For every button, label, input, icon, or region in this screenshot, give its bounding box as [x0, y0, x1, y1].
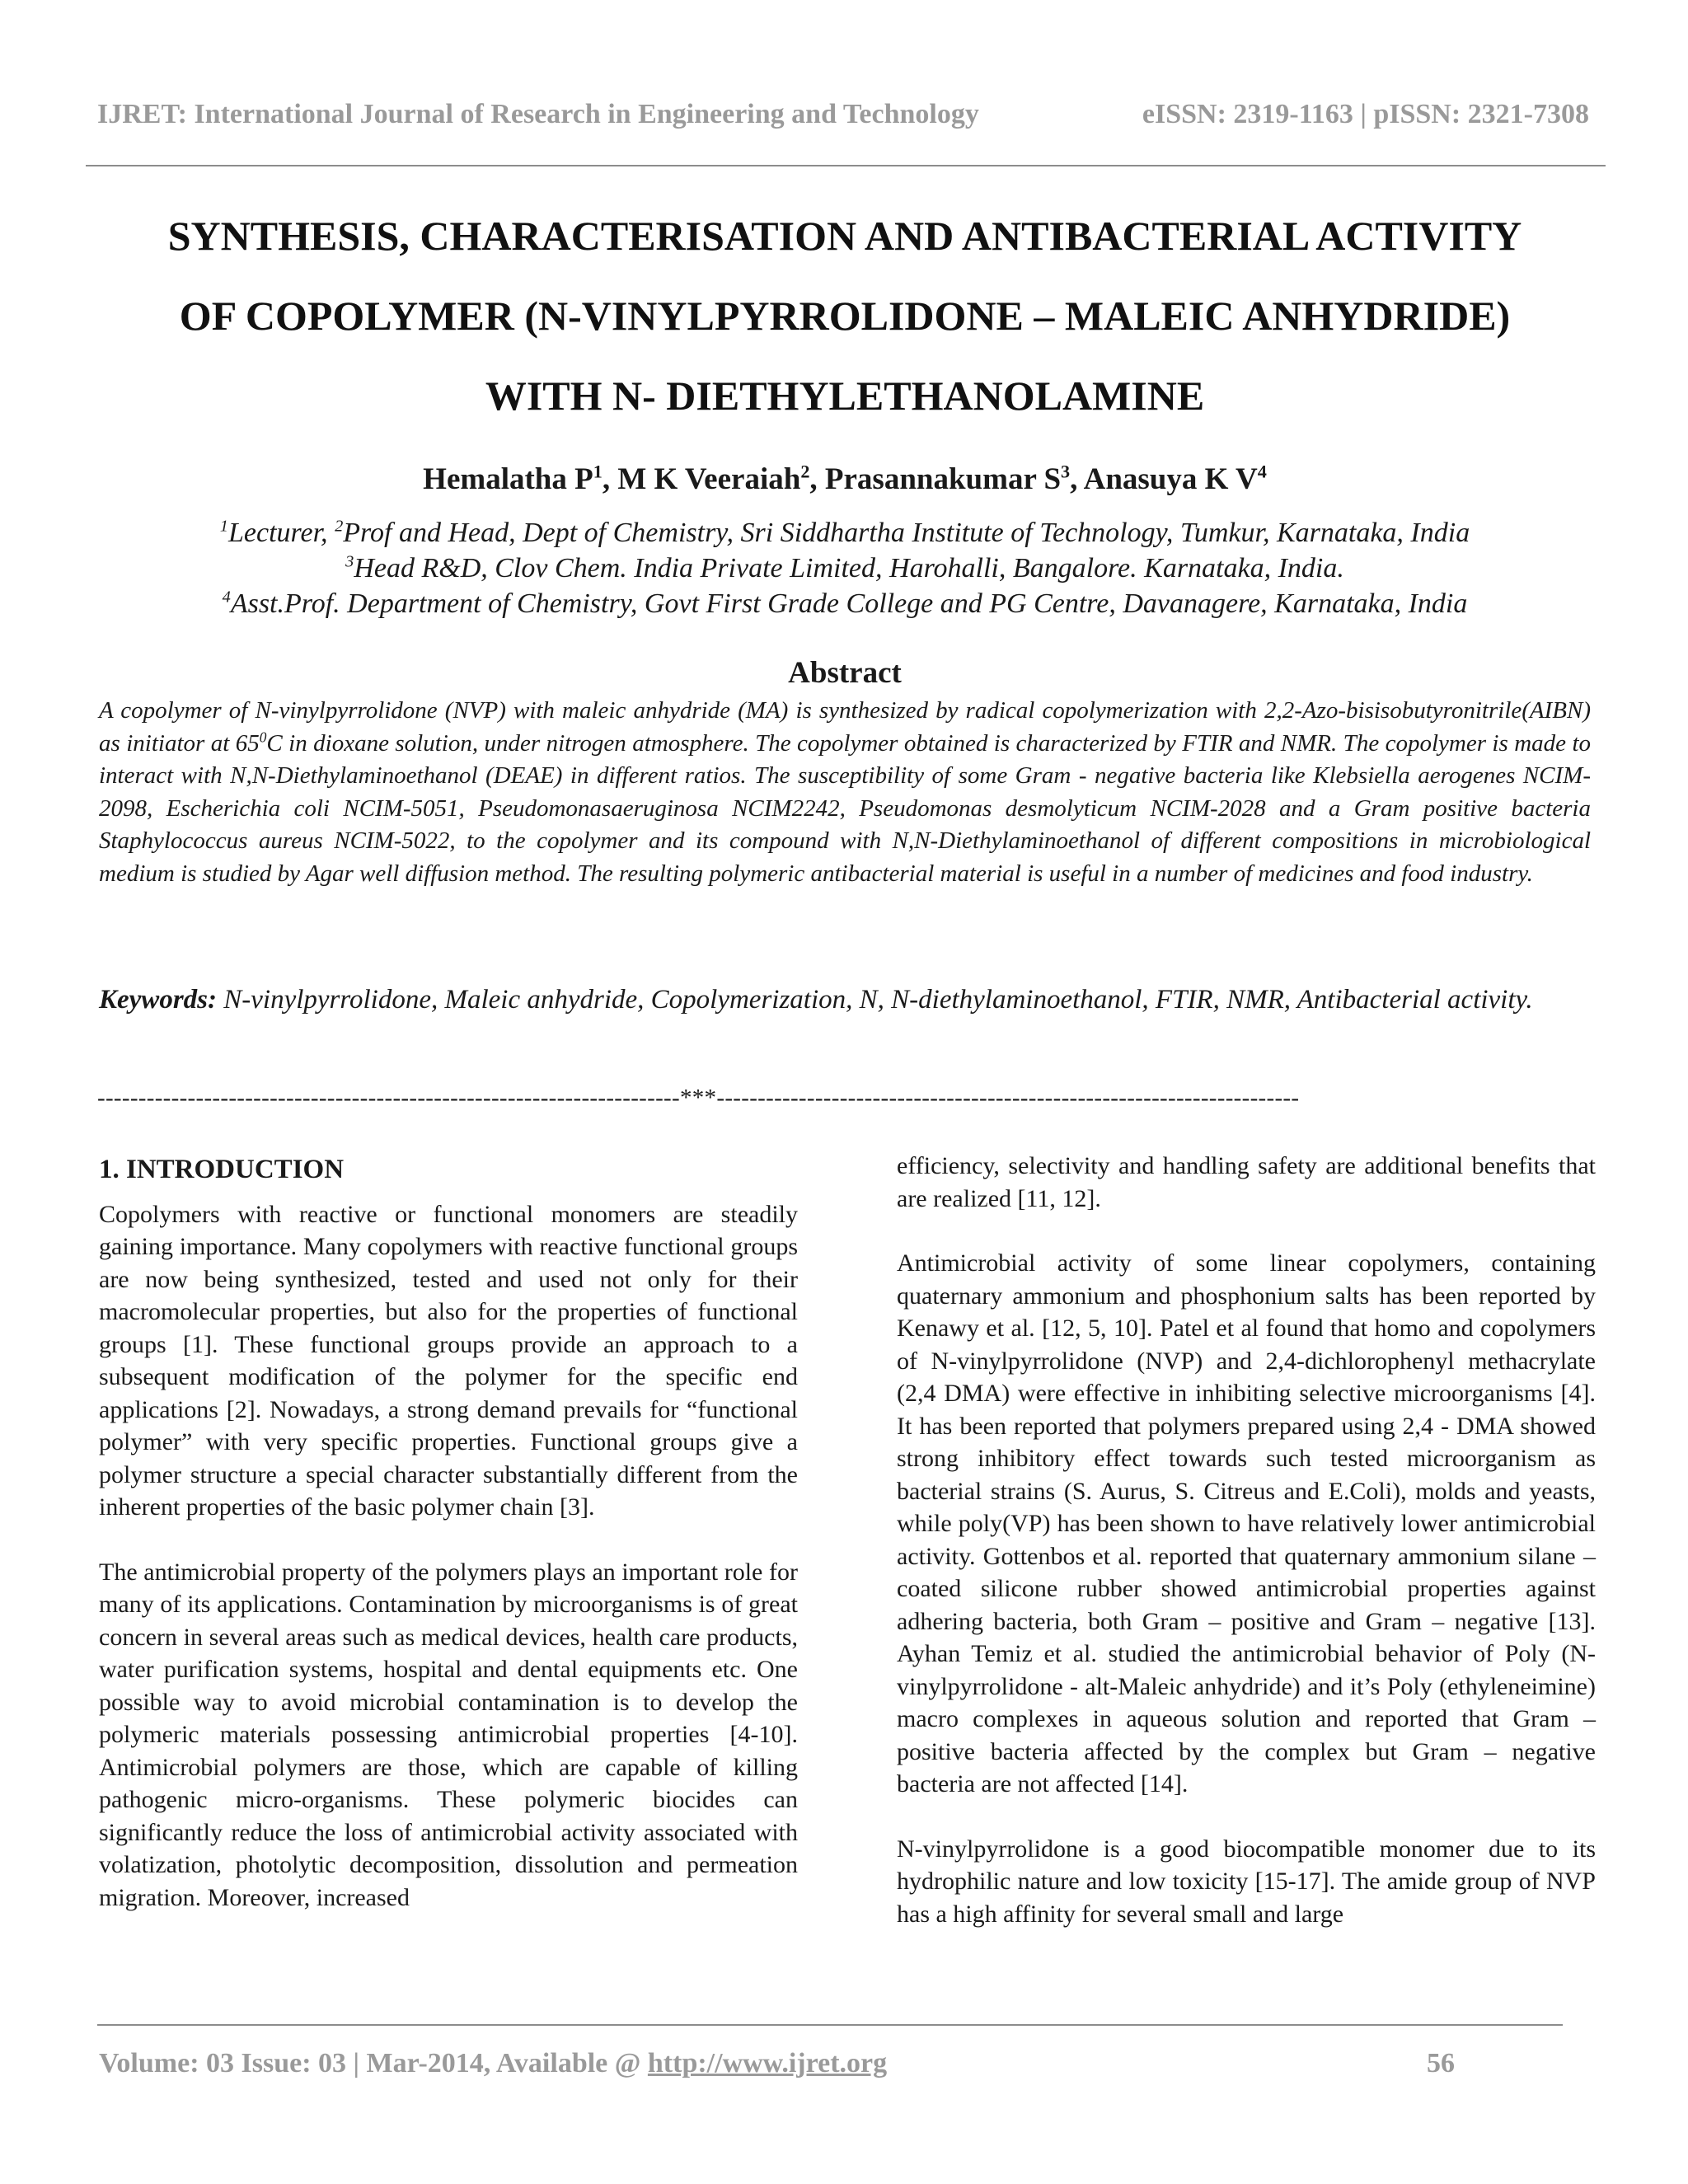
title-line-2: OF COPOLYMER (N-VINYLPYRROLIDONE – MALEIC ANHYDRIDE) [179, 293, 1511, 339]
author-affil-number: 1 [593, 461, 603, 482]
page-number: 56 [1427, 2048, 1455, 2079]
degree-superscript: 0 [259, 728, 267, 745]
affiliation-line-2 [82, 551, 1607, 586]
keywords-label: Keywords: [99, 985, 217, 1015]
author-name: Prasannakumar S [824, 462, 1062, 496]
abstract-text-part: C in dioxane solution, under nitrogen atmosphere. The copolymer obtained is characterized by FTIR and NMR. The copolymer is made to interact with N,N-Diethylaminoethanol (DEAE) in different ratios. The susceptibility of some Gram - negative bacteria like Klebsiella aerogenes NCIM-2098, Escherichia coli NCIM-5051, Pseudomonasaeruginosa NCIM2242, Pseudomonas desmolyticum NCIM-2028 and a Gram positive bacteria Staphylococcus aureus NCIM-5022, to the copolymer and its compound with N,N-Diethylaminoethanol of different compositions in microbiological medium is studied by Agar well diffusion method. The resulting polymeric antibacterial material is useful in a number of medicines and food industry. [99, 729, 1591, 887]
affiliation-line-1 [82, 515, 1607, 551]
affil-number: 1 [219, 517, 228, 536]
author-name: M K Veeraiah [617, 462, 801, 496]
author-affil-number: 3 [1061, 461, 1071, 482]
keywords-text: N-vinylpyrrolidone, Maleic anhydride, Copolymerization, N, N-diethylaminoethanol, FTIR, NMR, Antibacterial activity. [217, 985, 1533, 1015]
paper-title [82, 196, 1607, 436]
author-affil-number: 4 [1257, 461, 1267, 482]
affiliation-line-3 [82, 586, 1607, 621]
title-line-1: SYNTHESIS, CHARACTERISATION AND ANTIBACTERIAL ACTIVITY [167, 213, 1522, 259]
paragraph: Copolymers with reactive or functional monomers are steadily gaining importance. Many copolymers with reactive functional groups are now being synthesized, tested and used not only for their macromolecular properties, but also for the properties of functional groups [1]. These functional groups provide an approach to a subsequent modification of the polymer for the specific end applications [2]. Nowadays, a strong demand prevails for “functional polymer” with very specific properties. Functional groups give a polymer structure a special character substantially different from the inherent properties of the basic polymer chain [3]. [99, 1200, 798, 1521]
footer-volume: Volume: 03 Issue: 03 | Mar-2014, Available @ [99, 2048, 648, 2079]
title-line-3: WITH N- DIETHYLETHANOLAMINE [485, 373, 1205, 419]
affil-number: 2 [335, 517, 344, 536]
paragraph: The antimicrobial property of the polymers plays an important role for many of its applications. Contamination by microorganisms is of great concern in several areas such as medical devices, health care products, water purification systems, hospital and dental equipments etc. One possible way to avoid microbial contamination is to develop the polymeric materials possessing antimicrobial properties [4-10]. Antimicrobial polymers are those, which are capable of killing pathogenic micro-organisms. These polymeric biocides can significantly reduce the loss of antimicrobial activity associated with volatization, photolytic decomposition, dissolution and permeation migration. Moreover, increased [99, 1558, 798, 1911]
abstract-heading: Abstract [788, 656, 902, 690]
journal-name: IJRET: International Journal of Research in Engineering and Technology [97, 99, 979, 129]
author-affil-number: 2 [800, 461, 810, 482]
affil-text: Head R&D, Clov Chem. India Private Limited, Harohalli, Bangalore. Karnataka, India. [354, 553, 1344, 583]
footer-rule [97, 2024, 1563, 2026]
author-list: Hemalatha $P^1$, M K Veeraiah$^2$, Prasannakumar $S^3$, Anasuya K $V^4$ [423, 461, 1267, 496]
left-column [99, 1154, 798, 1914]
section-separator: -----------------------------------------------------------------------***----------------------------------------------------------------------- [97, 1085, 1300, 1111]
abstract-text-part: A copolymer of N-vinylpyrrolidone (NVP) with maleic anhydride (MA) is synthesized by radical copolymerization with 2,2-Azo-bisisobutyronitrile(AIBN) as initiator at 65 [99, 697, 1591, 757]
author-name: Hemalatha P [423, 462, 593, 496]
affil-text: Prof and Head, Dept of Chemistry, Sri Siddhartha Institute of Technology, Tumkur, Karnataka, India [343, 518, 1470, 548]
running-header [97, 99, 1589, 130]
affiliations [82, 515, 1607, 621]
keywords [99, 974, 1591, 1025]
author-name: Anasuya K V [1083, 462, 1258, 496]
affil-number: 4 [222, 588, 231, 607]
paragraph: N-vinylpyrrolidone is a good biocompatible monomer due to its hydrophilic nature and low toxicity [15-17]. The amide group of NVP has a high affinity for several small and large [897, 1835, 1596, 1928]
abstract-text [99, 695, 1591, 890]
affil-text: Asst.Prof. Department of Chemistry, Govt First Grade College and PG Centre, Davanagere, Karnataka, India [230, 588, 1468, 619]
section-heading: 1. INTRODUCTION [99, 1155, 345, 1184]
affil-text: Lecturer, [228, 518, 335, 548]
journal-link[interactable]: http://www.ijret.org [647, 2048, 888, 2079]
affil-number: 3 [345, 552, 354, 571]
issn-numbers: eISSN: 2319-1163 | pISSN: 2321-7308 [1142, 99, 1589, 129]
paragraph: Antimicrobial activity of some linear copolymers, containing quaternary ammonium and phosphonium salts has been reported by Kenawy et al. [12, 5, 10]. Patel et al found that homo and copolymers of N-vinylpyrrolidone (NVP) and 2,4-dichlorophenyl methacrylate (2,4 DMA) were effective in inhibiting selective microorganisms [4]. It has been reported that polymers prepared using 2,4 - DMA showed strong inhibitory effect towards such tested microorganism as bacterial strains (S. Aurus, S. Citreus and E.Coli), molds and yeasts, while poly(VP) has been shown to have relatively lower antimicrobial activity. Gottenbos et al. reported that quaternary ammonium silane – coated silicone rubber showed antimicrobial properties against adhering bacteria, both Gram – positive and Gram – negative [13]. Ayhan Temiz et al. studied the antimicrobial behavior of Poly (N-vinylpyrrolidone - alt-Maleic anhydride) and it’s Poly (ethyleneimine) macro complexes in aqueous solution and reported that Gram – positive bacteria affected by the complex but Gram – negative bacteria are not affected [14]. [897, 1249, 1596, 1797]
header-rule [86, 165, 1606, 166]
footer [99, 2048, 1455, 2079]
paragraph: efficiency, selectivity and handling safety are additional benefits that are realized [11, 12]. [897, 1152, 1596, 1212]
right-column [897, 1150, 1596, 1930]
